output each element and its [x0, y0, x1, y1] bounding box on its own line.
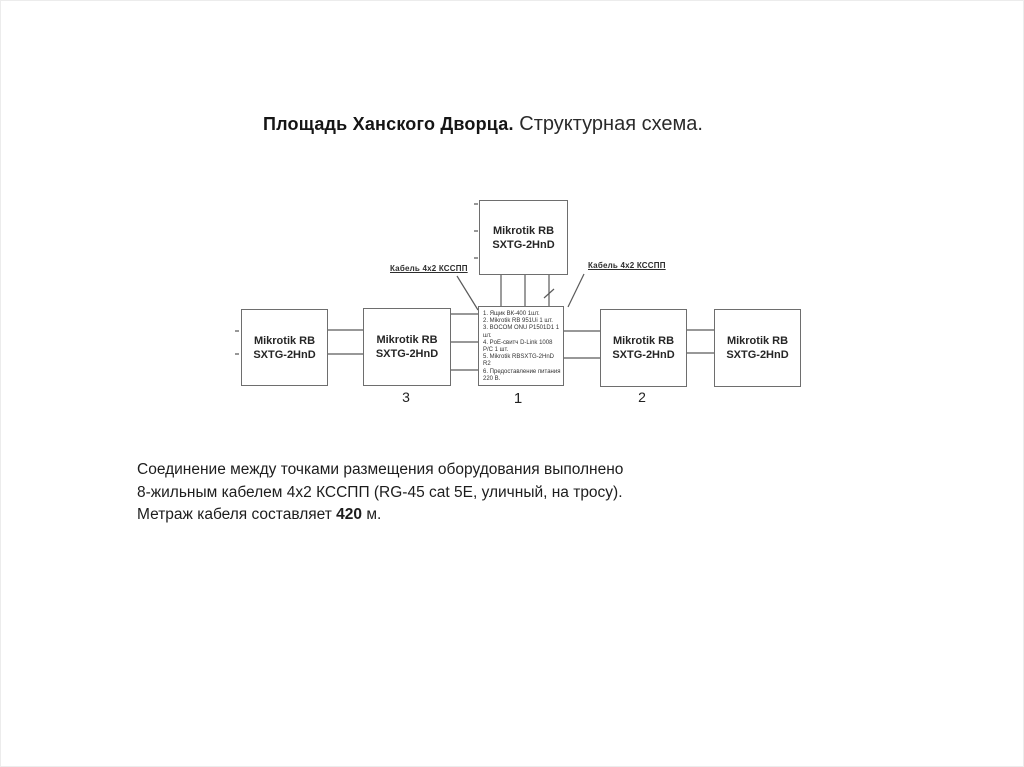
- page-title: [263, 113, 703, 136]
- point-number-3: 3: [402, 389, 410, 405]
- device-label-line2: SXTG-2HnD: [612, 349, 675, 361]
- cable-label-left: Кабель 4х2 КССПП: [390, 264, 468, 273]
- point-number-2: 2: [638, 389, 646, 405]
- cable-leader-right: [568, 274, 584, 307]
- equipment-item: 6. Предоставление питания 220 В.: [483, 368, 561, 382]
- device-box-point3: [363, 308, 451, 386]
- device-label-line2: SXTG-2HnD: [726, 349, 789, 361]
- device-label-line1: Mikrotik RB: [726, 335, 789, 347]
- device-label-line2: SXTG-2HnD: [375, 348, 439, 360]
- device-label-line1: Mikrotik RB: [253, 334, 316, 347]
- equipment-item: 5. Mikrotik RBSXTG-2HnD R2: [483, 354, 555, 368]
- stub-tick: [474, 204, 478, 258]
- equipment-item: 4. PoE-свитч D-Link 1008 P/C 1 шт.: [483, 339, 553, 354]
- break-tick: [544, 289, 554, 298]
- link-2-to-right: [685, 330, 714, 353]
- description-line3-suffix: м.: [362, 506, 382, 523]
- device-label-line1: Mikrotik RB: [376, 334, 438, 346]
- equipment-item: 2. Mikrotik RB 951Ui 1 шт.: [483, 318, 553, 325]
- point-number-1: 1: [513, 390, 523, 407]
- equipment-item: 3. BOCOM ONU P1501D1 1 шт.: [483, 325, 560, 339]
- device-label-line2: SXTG-2HnD: [492, 238, 555, 251]
- device-box-point2: [600, 309, 687, 387]
- link-top-to-1: [501, 273, 549, 306]
- link-3-to-1: [449, 314, 478, 370]
- description-line3-prefix: Метраж кабеля составляет: [137, 506, 337, 523]
- page-title-subtitle: Структурная схема.: [513, 113, 703, 135]
- cable-label-right: Кабель 4х2 КССПП: [588, 261, 666, 270]
- device-box-left: [241, 309, 328, 386]
- device-box-top: [479, 200, 568, 275]
- stub-tick: [235, 331, 239, 354]
- description-line2: 8-жильным кабелем 4х2 КССПП (RG-45 cat 5E, уличный, на тросу).: [137, 483, 623, 501]
- equipment-item: 1. Ящик ВК-400 1шт.: [483, 311, 540, 317]
- cable-length-value: 420: [336, 506, 363, 523]
- equipment-list-box-point1: [478, 306, 564, 386]
- device-label-line1: Mikrotik RB: [612, 335, 675, 347]
- link-left-to-3: [326, 330, 363, 354]
- device-box-right: [714, 309, 801, 387]
- description-paragraph: [137, 459, 697, 527]
- page-title-location: Площадь Ханского Дворца.: [263, 114, 514, 134]
- device-label-line2: SXTG-2HnD: [253, 348, 316, 361]
- link-1-to-2: [564, 331, 600, 358]
- device-label-line1: Mikrotik RB: [492, 224, 555, 237]
- description-line1: Соединение между точками размещения оборудования выполнено: [137, 461, 624, 478]
- cable-leader-left: [457, 276, 478, 310]
